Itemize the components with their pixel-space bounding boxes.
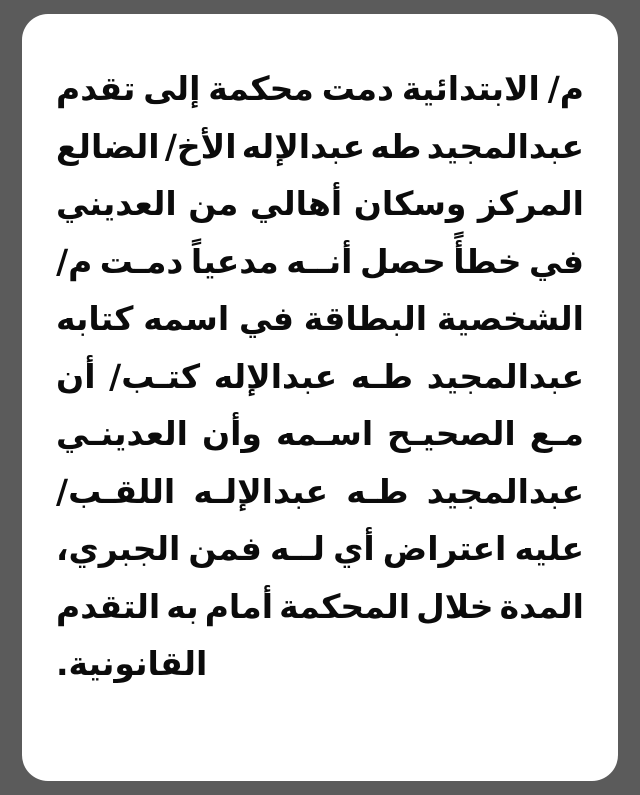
word: أمام [204,586,274,626]
text-line [56,60,584,118]
word: الصحيـح [387,414,516,453]
word: التقدم [56,586,161,626]
document-page [22,14,618,781]
word: حصل [359,241,446,281]
word: م/ [547,69,584,108]
text-line [56,405,584,463]
word: تقدم [56,69,136,108]
word: الضالع [56,126,160,166]
word: إلى [143,69,201,108]
word: القانونية. [56,644,208,683]
text-line [56,520,584,578]
word: أهالي [249,184,343,223]
word: في [529,241,584,281]
word: عبدالإله [213,356,338,396]
text-line [56,635,584,693]
word: طـه [346,471,409,511]
word: لــه [269,529,325,568]
word: وأن [201,414,262,453]
word: البطاقة [303,299,428,338]
notice-text-block [22,14,618,781]
word: دمت [321,69,394,108]
text-line [56,118,584,176]
text-line [56,463,584,521]
word: الأخ/ [164,126,237,166]
word: به [166,586,199,626]
word: اللقـب/ [56,471,176,511]
word: محكمة [208,69,314,108]
word: عبدالمجيد [426,356,584,396]
word: كتـب/ [109,356,201,396]
word: فمن [188,529,262,568]
word: خلال [416,586,494,626]
word: طه [370,126,422,166]
word: خطأً [453,241,522,281]
word: اسـمه [275,414,374,453]
word: الجبري، [56,529,181,568]
word: المدة [499,586,584,626]
word: من [188,184,239,223]
word: عبدالمجيد [426,126,584,166]
text-line [56,578,584,636]
text-line [56,348,584,406]
text-line [56,233,584,291]
word: العديني [56,184,177,223]
word: مـع [529,414,584,453]
word: وسكان [353,184,467,223]
word: اعتراض [382,529,507,568]
word: أي [333,529,375,568]
word: الابتدائية [401,69,540,108]
word: المحكمة [279,586,411,626]
text-line [56,290,584,348]
word: أن [56,356,96,396]
word: في [238,299,294,338]
word: العدينـي [56,414,188,453]
word: أنــه [286,241,353,281]
word: المركز [477,184,584,223]
word: عبدالإلـه [193,471,329,511]
word: عبدالمجيد [426,471,584,511]
word: الشخصية [436,299,584,338]
word: مدعياً [190,241,279,281]
word: عليه [514,529,584,568]
word: م/ [56,241,93,281]
word: كتابه [56,299,134,338]
word: عبدالإله [241,126,366,166]
text-line [56,175,584,233]
word: دمـت [99,241,184,281]
word: طـه [350,356,414,396]
word: اسمه [143,299,230,338]
